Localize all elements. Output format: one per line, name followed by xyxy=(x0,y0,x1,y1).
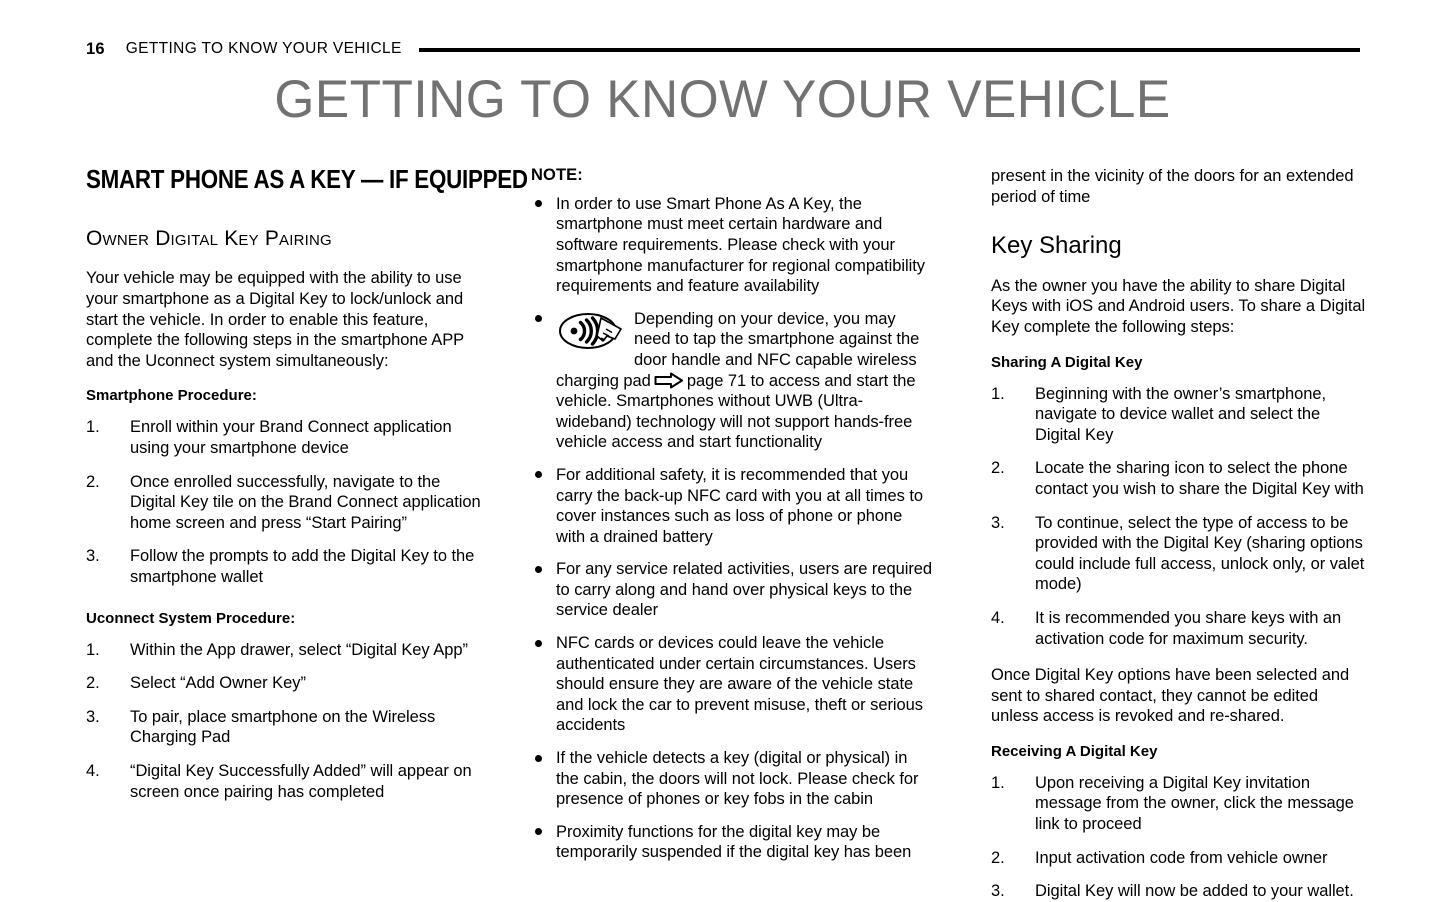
list-number: 4. xyxy=(86,761,100,780)
receiving-a-digital-key-label: Receiving A Digital Key xyxy=(991,742,1158,760)
sharing-steps-list xyxy=(991,384,1368,650)
header-rule-divider xyxy=(419,48,1360,52)
list-number: 2. xyxy=(86,472,100,491)
list-item xyxy=(86,761,481,802)
list-item-nfc xyxy=(531,309,933,453)
list-item xyxy=(991,773,1368,835)
page-reference-arrow-icon xyxy=(654,372,684,389)
uconnect-procedure-list xyxy=(86,640,481,803)
list-item xyxy=(531,633,933,736)
running-header-title: GETTING TO KNOW YOUR VEHICLE xyxy=(125,40,402,58)
page-header xyxy=(86,38,1360,60)
list-item xyxy=(86,673,481,694)
subsection-title-owner-digital-key-pairing: Owner Digital Key Pairing xyxy=(86,227,332,251)
list-text: Proximity functions for the digital key may be temporarily suspended if the digital key has been xyxy=(556,822,912,862)
list-number: 3. xyxy=(991,513,1005,532)
list-text: Input activation code from vehicle owner xyxy=(1035,848,1328,867)
list-text: Locate the sharing icon to select the phone contact you wish to share the Digital Key with xyxy=(1035,459,1364,498)
list-text: Within the App drawer, select “Digital Key App” xyxy=(130,640,468,659)
list-number: 2. xyxy=(991,848,1005,867)
sharing-a-digital-key-label: Sharing A Digital Key xyxy=(991,353,1143,371)
list-text: Select “Add Owner Key” xyxy=(130,674,306,693)
list-item xyxy=(531,465,933,547)
list-text: Upon receiving a Digital Key invitation message from the owner, click the message link to proceed xyxy=(1035,773,1354,834)
column-three xyxy=(968,166,1368,901)
page-number: 16 xyxy=(86,39,105,58)
list-text: Digital Key will now be added to your wallet. xyxy=(1035,882,1354,901)
list-text: Once enrolled successfully, navigate to the Digital Key tile on the Brand Connect application home screen and press “Start Pairing” xyxy=(130,472,481,532)
list-text: It is recommended you share keys with an activation code for maximum security. xyxy=(1035,608,1342,648)
list-text: If the vehicle detects a key (digital or physical) in the cabin, the doors will not lock. Please check for presence of phones or key fobs in the cabin xyxy=(556,749,919,809)
list-number: 4. xyxy=(991,608,1005,627)
bullet-dot-icon xyxy=(535,200,542,207)
bullet-dot-icon xyxy=(535,471,542,478)
smartphone-procedure-list xyxy=(86,417,481,587)
list-text-before-arrow: Depending on your device, you may need to tap the smartphone against the door handle and NFC capable wireless charging pad xyxy=(556,309,920,390)
continued-bullet-text: present in the vicinity of the doors for an extended period of time xyxy=(991,167,1354,206)
column-one xyxy=(86,164,528,866)
list-item xyxy=(531,822,933,863)
note-label: NOTE: xyxy=(531,166,583,184)
list-item xyxy=(86,640,481,661)
list-item xyxy=(531,748,933,810)
list-item xyxy=(531,559,933,621)
list-item xyxy=(991,608,1368,649)
list-number: 2. xyxy=(991,459,1005,478)
list-text: To pair, place smartphone on the Wireless Charging Pad xyxy=(130,707,436,747)
bullet-dot-icon xyxy=(535,315,542,322)
bullet-dot-icon xyxy=(535,566,542,573)
list-number: 2. xyxy=(86,674,100,693)
bullet-dot-icon xyxy=(535,640,542,647)
list-item xyxy=(86,546,481,587)
list-item xyxy=(991,384,1368,446)
list-text: For additional safety, it is recommended that you carry the back-up NFC card with you at all times to cover instances such as loss of phone or phone with a drained battery xyxy=(556,465,924,546)
list-item xyxy=(86,417,481,458)
list-number: 3. xyxy=(991,882,1005,901)
list-text: To continue, select the type of access to be provided with the Digital Key (sharing options could include full access, unlock only, or valet mode) xyxy=(1035,513,1365,594)
sharing-outro-paragraph: Once Digital Key options have been selected and sent to shared contact, they cannot be edited unless access is revoked and re-shared. xyxy=(991,666,1350,726)
list-number: 1. xyxy=(991,773,1005,792)
list-item xyxy=(991,848,1368,869)
list-item xyxy=(991,513,1368,595)
list-text: In order to use Smart Phone As A Key, the smartphone must meet certain hardware and software requirements. Please check with your smartphone manufacturer for regional compatibility requirements and feature availability xyxy=(556,194,925,296)
body-columns xyxy=(86,164,1371,901)
list-text: “Digital Key Successfully Added” will appear on screen once pairing has completed xyxy=(130,761,472,801)
section-title-smart-phone-as-a-key: SMART PHONE AS A KEY — IF EQUIPPED xyxy=(86,164,528,194)
smartphone-procedure-label: Smartphone Procedure: xyxy=(86,387,257,405)
list-item xyxy=(86,472,481,534)
chapter-title: GETTING TO KNOW YOUR VEHICLE xyxy=(274,70,1171,129)
intro-paragraph: Your vehicle may be equipped with the ability to use your smartphone as a Digital Key to lock/unlock and start the vehicle. In order to enable this feature, complete the following steps in the smartphone APP and the Uconnect system simultaneously: xyxy=(86,269,464,370)
list-text: Follow the prompts to add the Digital Key to the smartphone wallet xyxy=(130,547,475,586)
column-two xyxy=(531,166,933,866)
receiving-steps-list xyxy=(991,773,1368,902)
bullet-dot-icon xyxy=(535,755,542,762)
list-number: 1. xyxy=(86,418,100,437)
list-item xyxy=(531,194,933,297)
nfc-contactless-tap-icon xyxy=(557,309,625,353)
section-title-key-sharing: Key Sharing xyxy=(991,232,1122,260)
list-number: 1. xyxy=(86,640,100,659)
list-number: 3. xyxy=(86,707,100,726)
list-text: For any service related activities, users are required to carry along and hand over physical keys to the service dealer xyxy=(556,560,933,620)
uconnect-procedure-label: Uconnect System Procedure: xyxy=(86,609,296,627)
list-number: 1. xyxy=(991,384,1005,403)
note-bullet-list xyxy=(531,194,933,863)
list-item xyxy=(991,881,1368,902)
list-text: Beginning with the owner’s smartphone, navigate to device wallet and select the Digital Key xyxy=(1035,384,1326,444)
list-item xyxy=(86,707,481,748)
key-sharing-intro: As the owner you have the ability to share Digital Keys with iOS and Android users. To share a Digital Key complete the following steps: xyxy=(991,276,1366,336)
list-number: 3. xyxy=(86,547,100,566)
list-text: NFC cards or devices could leave the vehicle authenticated under certain circumstances. Users should ensure they are aware of the vehicle state and lock the car to prevent misuse, theft or serious accidents xyxy=(556,634,923,735)
bullet-dot-icon xyxy=(535,828,542,835)
list-text-after-arrow: page 71 to access and start the vehicle. Smartphones without UWB (Ultra-wideband) technology will not support hands-free vehicle access and start functionality xyxy=(556,371,916,452)
list-text: Enroll within your Brand Connect application using your smartphone device xyxy=(130,418,452,457)
list-item xyxy=(991,458,1368,499)
